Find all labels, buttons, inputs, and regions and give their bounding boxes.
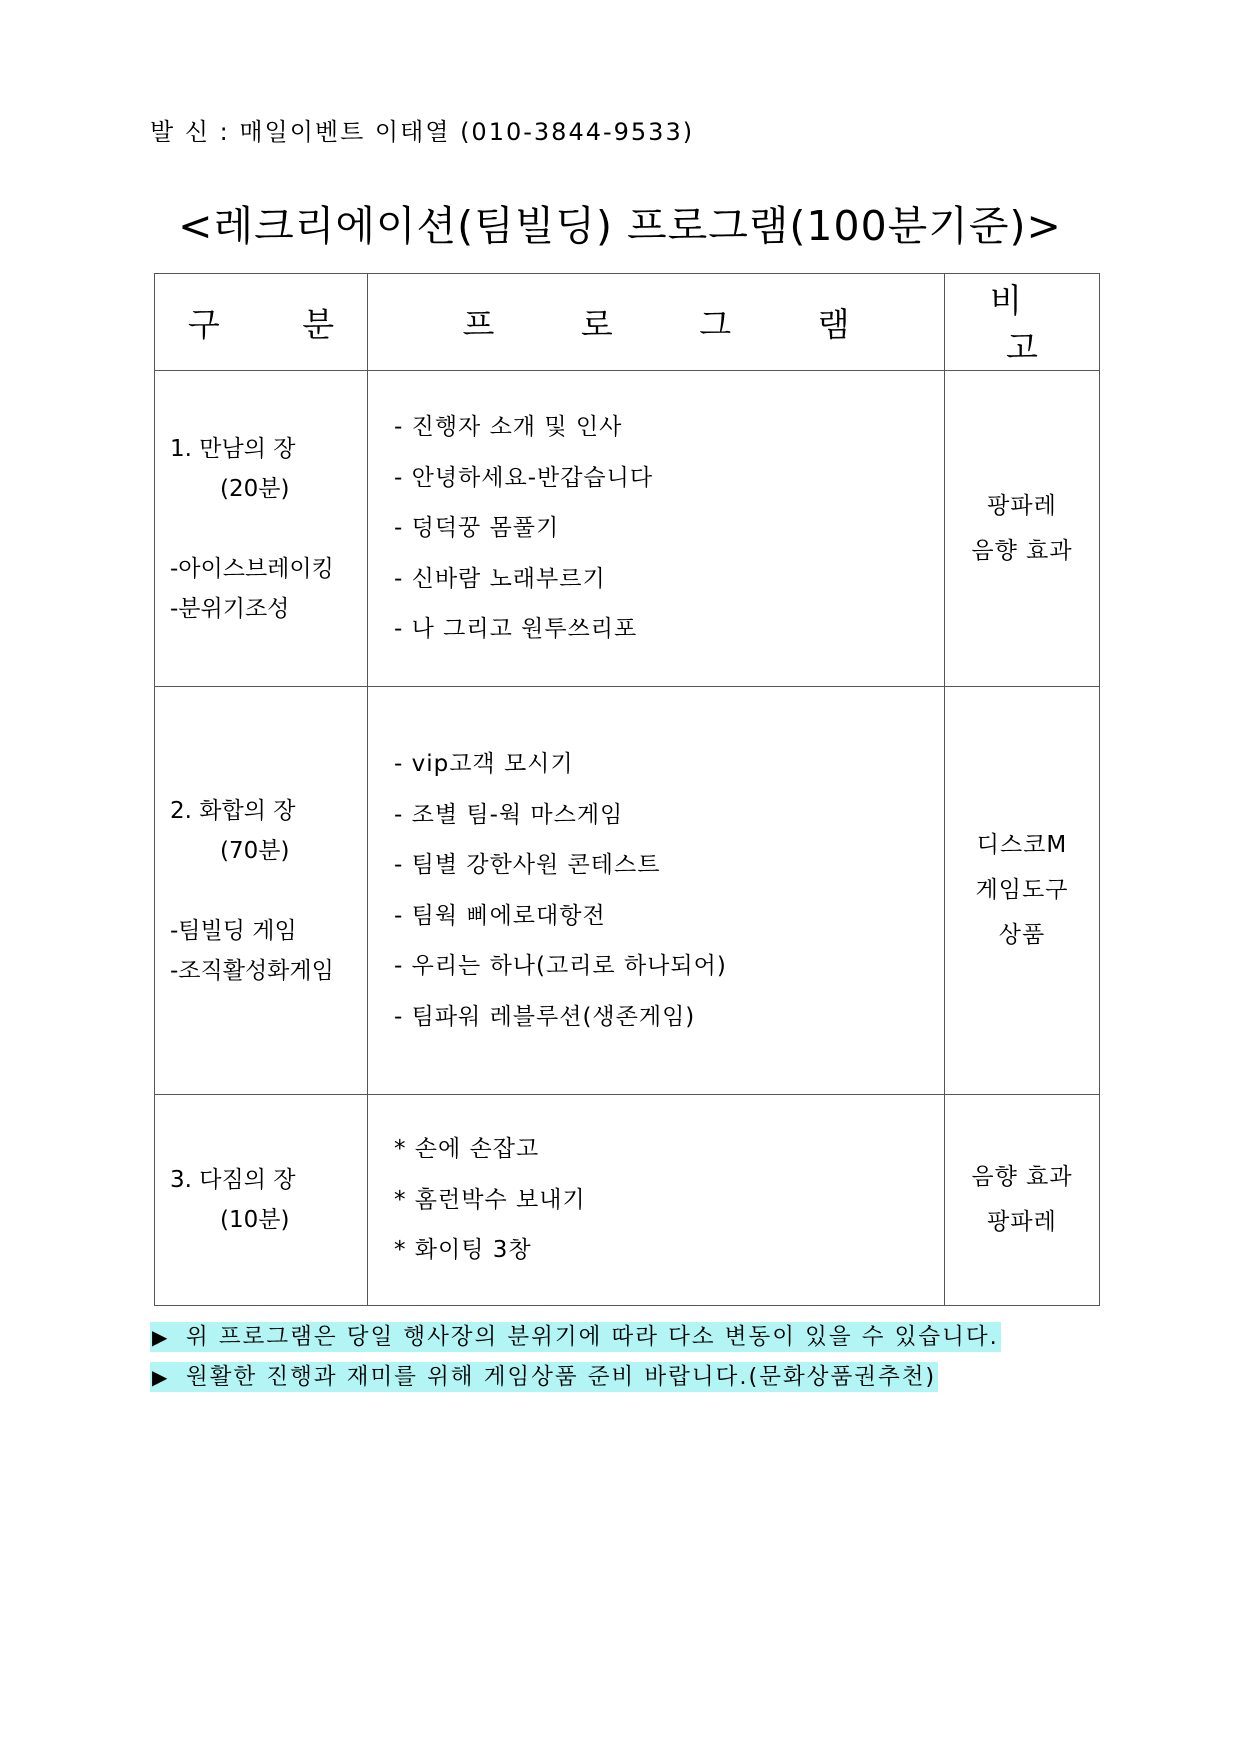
section-cell [155,371,368,687]
program-item: - 팀파워 레블루션(생존게임) [394,1003,696,1030]
table-row [155,1095,1100,1306]
program-item: - 진행자 소개 및 인사 [394,414,623,441]
remark: 게임도구 [975,877,1069,903]
program-item: * 홈런박수 보내기 [394,1186,586,1213]
remarks-cell [945,687,1100,1095]
program-item: - 안녕하세요-반갑습니다 [394,464,654,491]
remark: 팡파레 [987,492,1057,519]
footnote: ▶ 원활한 진행과 재미를 위해 게임상품 준비 바랍니다.(문화상품권추천) [152,1364,937,1390]
header-remarks: 비 고 [945,274,1100,371]
remark: 음향 효과 [971,537,1073,564]
program-items-cell [368,687,945,1095]
section-cell [155,687,368,1095]
right-triangle-icon: ▶ [152,1325,170,1349]
section-title: 2. 화합의 장 [170,797,296,824]
program-item: - vip고객 모시기 [394,751,574,777]
program-table [154,273,1100,1306]
section-goal: -아이스브레이킹 [170,555,334,582]
section-title: 3. 다짐의 장 [170,1167,296,1193]
section-title: 1. 만남의 장 [170,435,296,462]
section-duration: (20분) [220,475,290,502]
remark: 음향 효과 [971,1164,1073,1190]
header-category: 구 분 [155,274,368,371]
table-row [155,371,1100,687]
table-row [155,687,1100,1095]
footnote: ▶ 위 프로그램은 당일 행사장의 분위기에 따라 다소 변동이 있을 수 있습니다. [152,1324,999,1350]
table-header-row [155,274,1100,371]
page-title: <레크리에이션(팀빌딩) 프로그램(100분기준)> [178,202,1062,250]
section-goal: -분위기조성 [170,595,290,622]
remark: 상품 [998,922,1046,948]
program-item: * 화이팅 3창 [394,1237,532,1264]
program-items-cell [368,371,945,687]
program-items-cell [368,1095,945,1306]
program-item: - 팀웍 삐에로대항전 [394,902,606,929]
remarks-cell [945,371,1100,687]
remarks-cell [945,1095,1100,1306]
program-item: - 팀별 강한사원 콘테스트 [394,852,661,878]
sender-line: 발 신 : 매일이벤트 이태열 (010-3844-9533) [150,118,695,146]
program-item: - 신바람 노래부르기 [394,565,606,592]
program-item: - 조별 팀-웍 마스게임 [394,801,624,828]
program-item: * 손에 손잡고 [394,1136,540,1163]
right-triangle-icon: ▶ [152,1365,170,1389]
program-item: - 우리는 하나(고리로 하나되어) [394,953,727,979]
remark: 디스코M [976,832,1068,858]
section-cell [155,1095,368,1306]
section-duration: (70분) [220,837,290,864]
remark: 팡파레 [987,1209,1057,1235]
header-program: 프 로 그 램 [368,274,945,371]
program-item: - 덩덕꿍 몸풀기 [394,515,560,542]
program-item: - 나 그리고 원투쓰리포 [394,616,638,643]
section-goal: -팀빌딩 게임 [170,917,297,944]
section-duration: (10분) [220,1207,290,1233]
section-goal: -조직활성화게임 [170,957,334,984]
